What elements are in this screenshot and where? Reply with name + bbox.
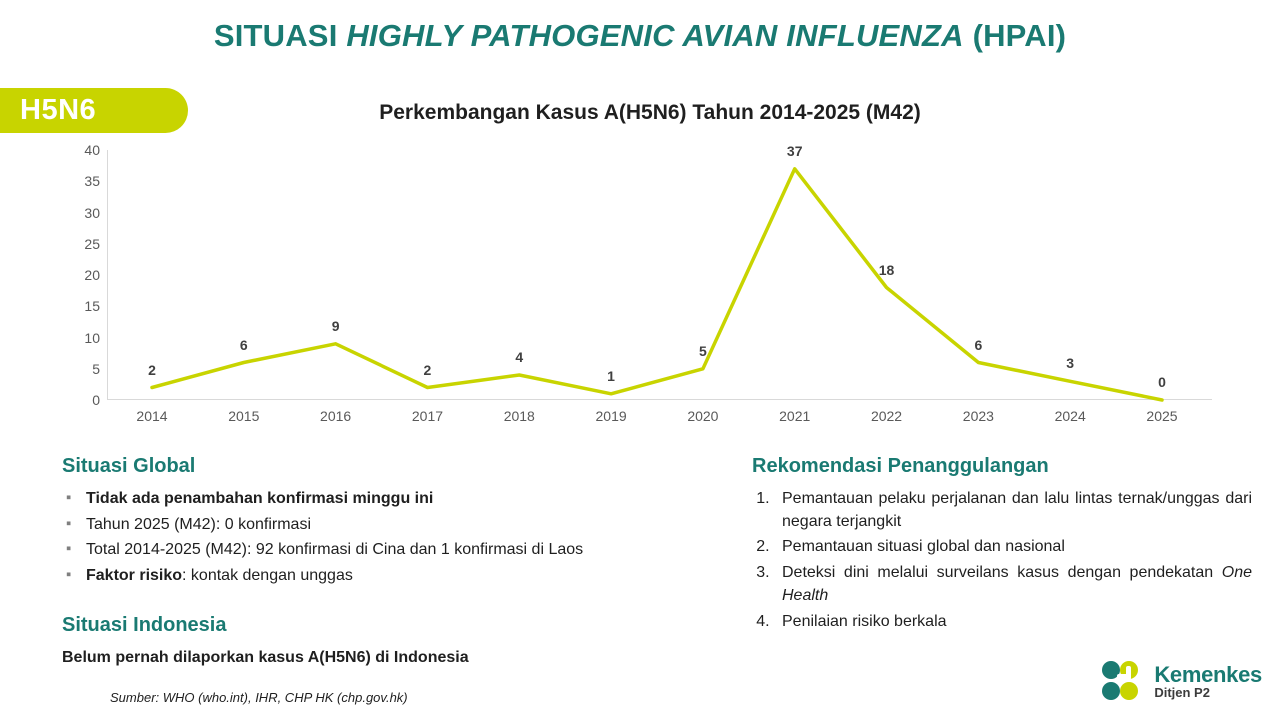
global-situation-block xyxy=(62,455,712,667)
indonesia-heading: Situasi Indonesia xyxy=(62,613,227,636)
x-tick-label: 2022 xyxy=(870,408,903,424)
global-heading: Situasi Global xyxy=(62,455,196,477)
list-item: 3. Deteksi dini melalui surveilans kasus dengan pendekatan One Health xyxy=(774,562,1252,607)
x-tick-label: 2018 xyxy=(503,408,535,424)
global-bullet-list xyxy=(62,488,712,588)
list-item: 4. Penilaian risiko berkala xyxy=(774,611,1252,634)
recommendation-list xyxy=(774,488,1252,633)
logo-line-2: Ditjen P2 xyxy=(1154,684,1210,700)
list-item: ▪ Tahun 2025 (M42): 0 konfirmasi xyxy=(62,514,712,537)
line-chart xyxy=(60,140,1220,430)
y-tick-label: 35 xyxy=(84,173,100,190)
x-tick-label: 2019 xyxy=(595,408,627,424)
logo-mark-icon xyxy=(1098,658,1146,704)
series-line xyxy=(107,140,1212,400)
list-item: 1. Pemantauan pelaku perjalanan dan lalu lintas ternak/unggas dari negara terjangkit xyxy=(774,488,1252,533)
indonesia-text: Belum pernah dilaporkan kasus A(H5N6) di Indonesia xyxy=(62,648,469,666)
list-item: ▪ Tidak ada penambahan konfirmasi minggu ini xyxy=(62,488,712,511)
recommendation-heading: Rekomendasi Penanggulangan xyxy=(752,455,1049,477)
chart-title: Perkembangan Kasus A(H5N6) Tahun 2014-2025 (M42) xyxy=(379,101,921,124)
x-tick-label: 2024 xyxy=(1054,408,1086,424)
kemenkes-logo xyxy=(1098,658,1262,704)
data-point-label: 3 xyxy=(1066,355,1075,372)
x-tick-label: 2023 xyxy=(962,408,994,424)
title-part-3: (HPAI) xyxy=(963,18,1067,53)
y-tick-label: 10 xyxy=(84,329,100,346)
recommendation-block xyxy=(752,455,1252,636)
y-axis-labels xyxy=(60,140,100,408)
x-tick-label: 2016 xyxy=(320,408,352,424)
data-point-label: 37 xyxy=(786,142,803,159)
y-tick-label: 20 xyxy=(84,267,100,283)
data-point-label: 0 xyxy=(1158,374,1166,390)
plot-area xyxy=(107,140,1212,400)
data-point-label: 2 xyxy=(423,361,432,378)
x-tick-label: 2020 xyxy=(687,408,719,424)
title-part-2: HIGHLY PATHOGENIC AVIAN INFLUENZA xyxy=(346,18,964,53)
y-tick-label: 40 xyxy=(84,142,100,158)
y-tick-label: 25 xyxy=(84,235,100,252)
page-title xyxy=(0,18,1280,54)
data-point-label: 4 xyxy=(515,349,524,365)
data-point-label: 9 xyxy=(331,317,340,334)
data-point-label: 2 xyxy=(148,361,156,378)
title-part-1: SITUASI xyxy=(213,18,347,53)
x-tick-label: 2021 xyxy=(779,408,811,424)
x-tick-label: 2017 xyxy=(411,408,444,424)
list-item: 2. Pemantauan situasi global dan nasional xyxy=(774,536,1252,559)
x-axis-labels xyxy=(107,408,1212,432)
data-point-label: 1 xyxy=(607,367,615,384)
source-note: Sumber: WHO (who.int), IHR, CHP HK (chp.gov.hk) xyxy=(110,690,408,705)
list-item: ▪ Total 2014-2025 (M42): 92 konfirmasi di Cina dan 1 konfirmasi di Laos xyxy=(62,539,712,562)
x-tick-label: 2015 xyxy=(228,408,260,424)
data-point-label: 18 xyxy=(878,261,895,278)
y-tick-label: 30 xyxy=(84,204,100,221)
y-tick-label: 15 xyxy=(84,298,100,315)
logo-text xyxy=(1154,663,1262,700)
y-tick-label: 5 xyxy=(92,360,100,377)
x-tick-label: 2014 xyxy=(136,408,168,424)
y-tick-label: 0 xyxy=(92,392,100,408)
status-badge xyxy=(0,88,188,133)
data-point-label: 6 xyxy=(239,336,248,353)
logo-line-1: Kemenkes xyxy=(1154,661,1262,687)
badge-label: H5N6 xyxy=(20,94,97,126)
data-point-label: 5 xyxy=(699,342,707,359)
list-item: ▪ Faktor risiko: kontak dengan unggas xyxy=(62,565,712,588)
data-point-label: 6 xyxy=(974,336,983,353)
x-tick-label: 2025 xyxy=(1146,408,1178,424)
